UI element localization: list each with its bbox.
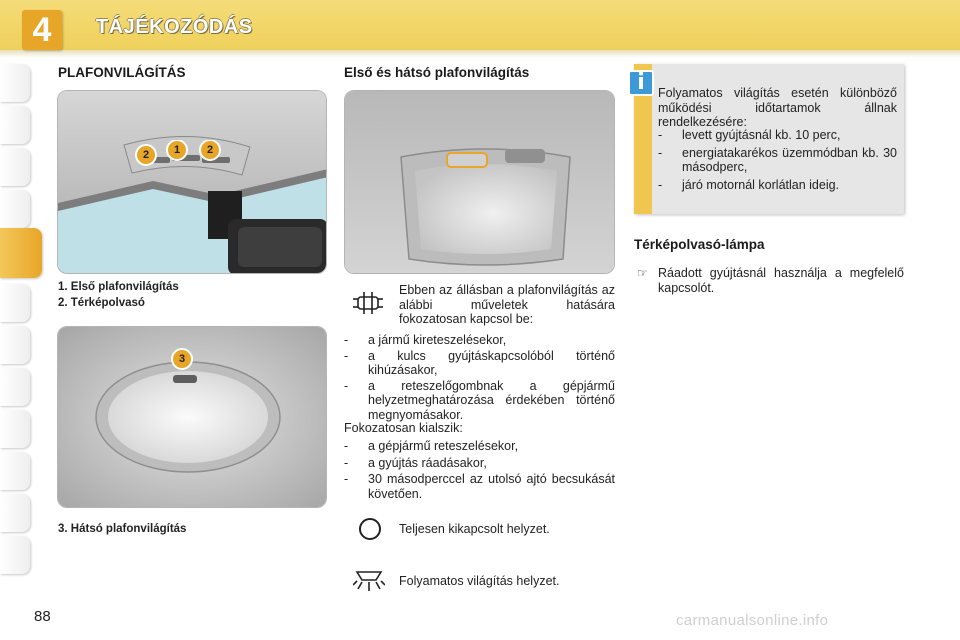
section-heading: Első és hátsó plafonvilágítás	[344, 65, 530, 80]
page-number: 88	[34, 608, 51, 625]
legend-item: 2. Térképolvasó	[58, 297, 145, 309]
chapter-number-badge: 4	[22, 10, 62, 50]
off-position-icon	[357, 516, 383, 542]
chapter-tab[interactable]	[0, 148, 30, 186]
chapter-tab[interactable]	[0, 190, 30, 228]
callout-label: 3	[178, 353, 186, 365]
info-icon: i	[628, 70, 654, 96]
front-ceiling-light-photo	[57, 90, 327, 274]
fade-out-list	[344, 439, 615, 501]
info-box-list	[658, 128, 897, 192]
off-position-text: Teljesen kikapcsolt helyzet.	[399, 522, 550, 536]
list-item: - 30 másodperccel az utolsó ajtó becsukását követően.	[344, 472, 615, 501]
list-item: - a kulcs gyújtáskapcsolóból történő kihúzásakor,	[344, 349, 615, 378]
chapter-tab[interactable]	[0, 368, 30, 406]
image-caption: 3. Hátsó plafonvilágítás	[58, 523, 187, 535]
fade-out-intro: Fokozatosan kialszik:	[344, 421, 463, 435]
door-mode-list	[344, 333, 615, 422]
chapter-tab[interactable]	[0, 410, 30, 448]
section-heading: PLAFONVILÁGÍTÁS	[58, 65, 186, 80]
callout-label: 2	[206, 144, 214, 156]
chapter-tab[interactable]	[0, 64, 30, 102]
info-box-text: Folyamatos világítás esetén különböző működési időtartamok állnak rendelkezésére:	[658, 86, 897, 129]
list-item: - a gyújtás ráadásakor,	[344, 456, 615, 471]
header-shadow	[0, 50, 960, 58]
chapter-tab[interactable]	[0, 452, 30, 490]
list-item: - járó motornál korlátlan ideig.	[658, 178, 897, 193]
on-position-text: Folyamatos világítás helyzet.	[399, 574, 560, 588]
list-item: - energiatakarékos üzemmódban kb. 30 másodperc,	[658, 146, 897, 175]
chapter-tab[interactable]	[0, 536, 30, 574]
permanent-light-icon	[353, 567, 385, 593]
list-item: - levett gyújtásnál kb. 10 perc,	[658, 128, 897, 143]
door-mode-text: Ebben az állásban a plafonvilágítás az alábbi műveletek hatására fokozatosan kapcsol be:	[399, 283, 615, 326]
chapter-tab[interactable]	[0, 284, 30, 322]
chapter-tab-active[interactable]	[0, 228, 42, 278]
callout-label: 1	[173, 144, 181, 156]
chapter-tab[interactable]	[0, 326, 30, 364]
section-heading: Térképolvasó-lámpa	[634, 237, 765, 252]
chapter-title: TÁJÉKOZÓDÁS	[96, 16, 253, 38]
door-position-icon	[353, 290, 383, 316]
list-item: - a reteszelőgombnak a gépjármű helyzetmeghatározása érdekében történő megnyomásakor.	[344, 379, 615, 423]
chapter-tab[interactable]	[0, 494, 30, 532]
map-lamp-text: Ráadott gyújtásnál használja a megfelelő kapcsolót.	[658, 266, 904, 295]
watermark: carmanualsonline.info	[676, 612, 829, 629]
list-item: - a gépjármű reteszelésekor,	[344, 439, 615, 454]
hand-pointer-icon: ☞	[637, 266, 648, 280]
chapter-tab[interactable]	[0, 106, 30, 144]
callout-label: 2	[142, 149, 150, 161]
front-rear-ceiling-light-photo	[344, 90, 615, 274]
legend-item: 1. Első plafonvilágítás	[58, 281, 179, 293]
list-item: - a jármű kireteszelésekor,	[344, 333, 615, 348]
